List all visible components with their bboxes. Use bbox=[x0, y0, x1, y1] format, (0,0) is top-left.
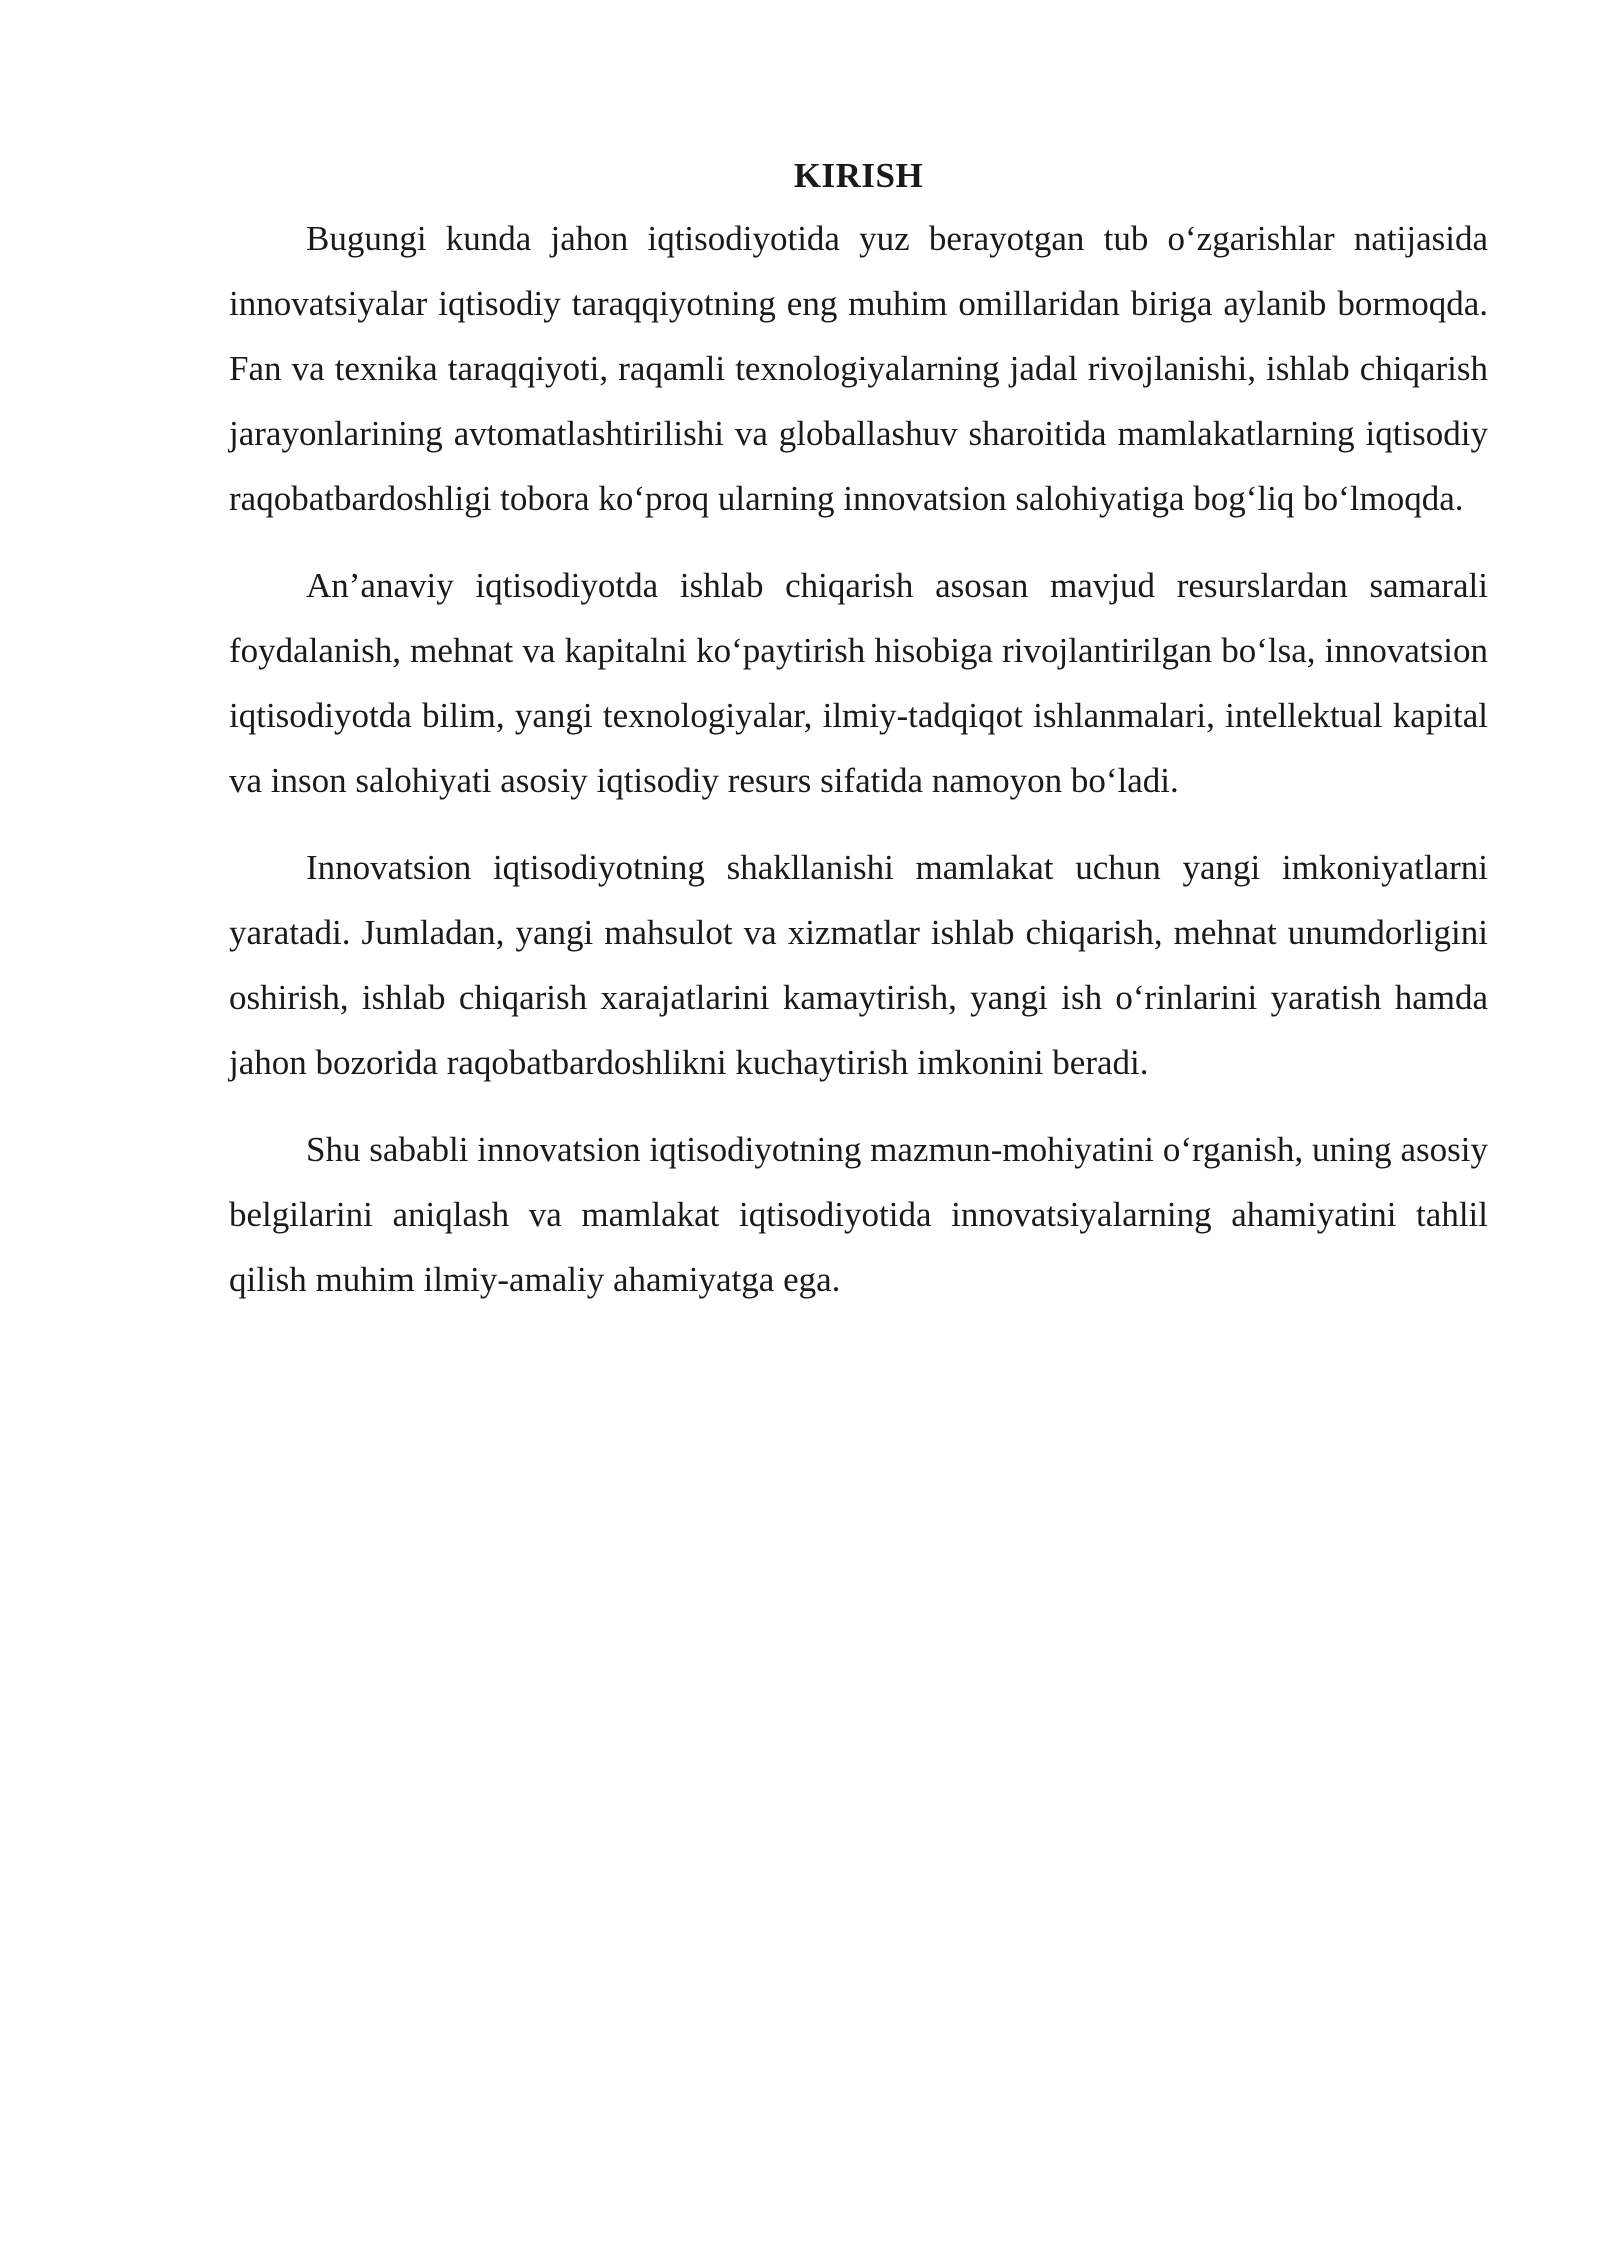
paragraph-1: Bugungi kunda jahon iqtisodiyotida yuz berayotgan tub o‘zgarishlar natijasida innovatsiyalar iqtisodiy taraqqiyotning eng muhim omillaridan biriga aylanib bormoqda. Fan va texnika taraqqiyoti, raqamli texnologiyalarning jadal rivojlanishi, ishlab chiqarish jarayonlarining avtomatlashtirilishi va globallashuv sharoitida mamlakatlarning iqtisodiy raqobatbardoshligi tobora ko‘proq ularning innovatsion salohiyatiga bog‘liq bo‘lmoqda. bbox=[229, 219, 1488, 518]
paragraph-4: Shu sababli innovatsion iqtisodiyotning mazmun-mohiyatini o‘rganish, uning asosiy belgilarini aniqlash va mamlakat iqtisodiyotida innovatsiyalarning ahamiyatini tahlil qilish muhim ilmiy-amaliy ahamiyatga ega. bbox=[229, 1130, 1488, 1299]
document-body bbox=[229, 146, 1488, 1334]
section-heading: KIRISH bbox=[793, 156, 924, 195]
paragraph-2: An’anaviy iqtisodiyotda ishlab chiqarish asosan mavjud resurslardan samarali foydalanish, mehnat va kapitalni ko‘paytirish hisobiga rivojlantirilgan bo‘lsa, innovatsion iqtisodiyotda bilim, yangi texnologiyalar, ilmiy-tadqiqot ishlanmalari, intellektual kapital va inson salohiyati asosiy iqtisodiy resurs sifatida namoyon bo‘ladi. bbox=[229, 566, 1488, 800]
paragraph-3: Innovatsion iqtisodiyotning shakllanishi mamlakat uchun yangi imkoniyatlarni yaratadi. Jumladan, yangi mahsulot va xizmatlar ishlab chiqarish, mehnat unumdorligini oshirish, ishlab chiqarish xarajatlarini kamaytirish, yangi ish o‘rinlarini yaratish hamda jahon bozorida raqobatbardoshlikni kuchaytirish imkonini beradi. bbox=[229, 848, 1488, 1082]
